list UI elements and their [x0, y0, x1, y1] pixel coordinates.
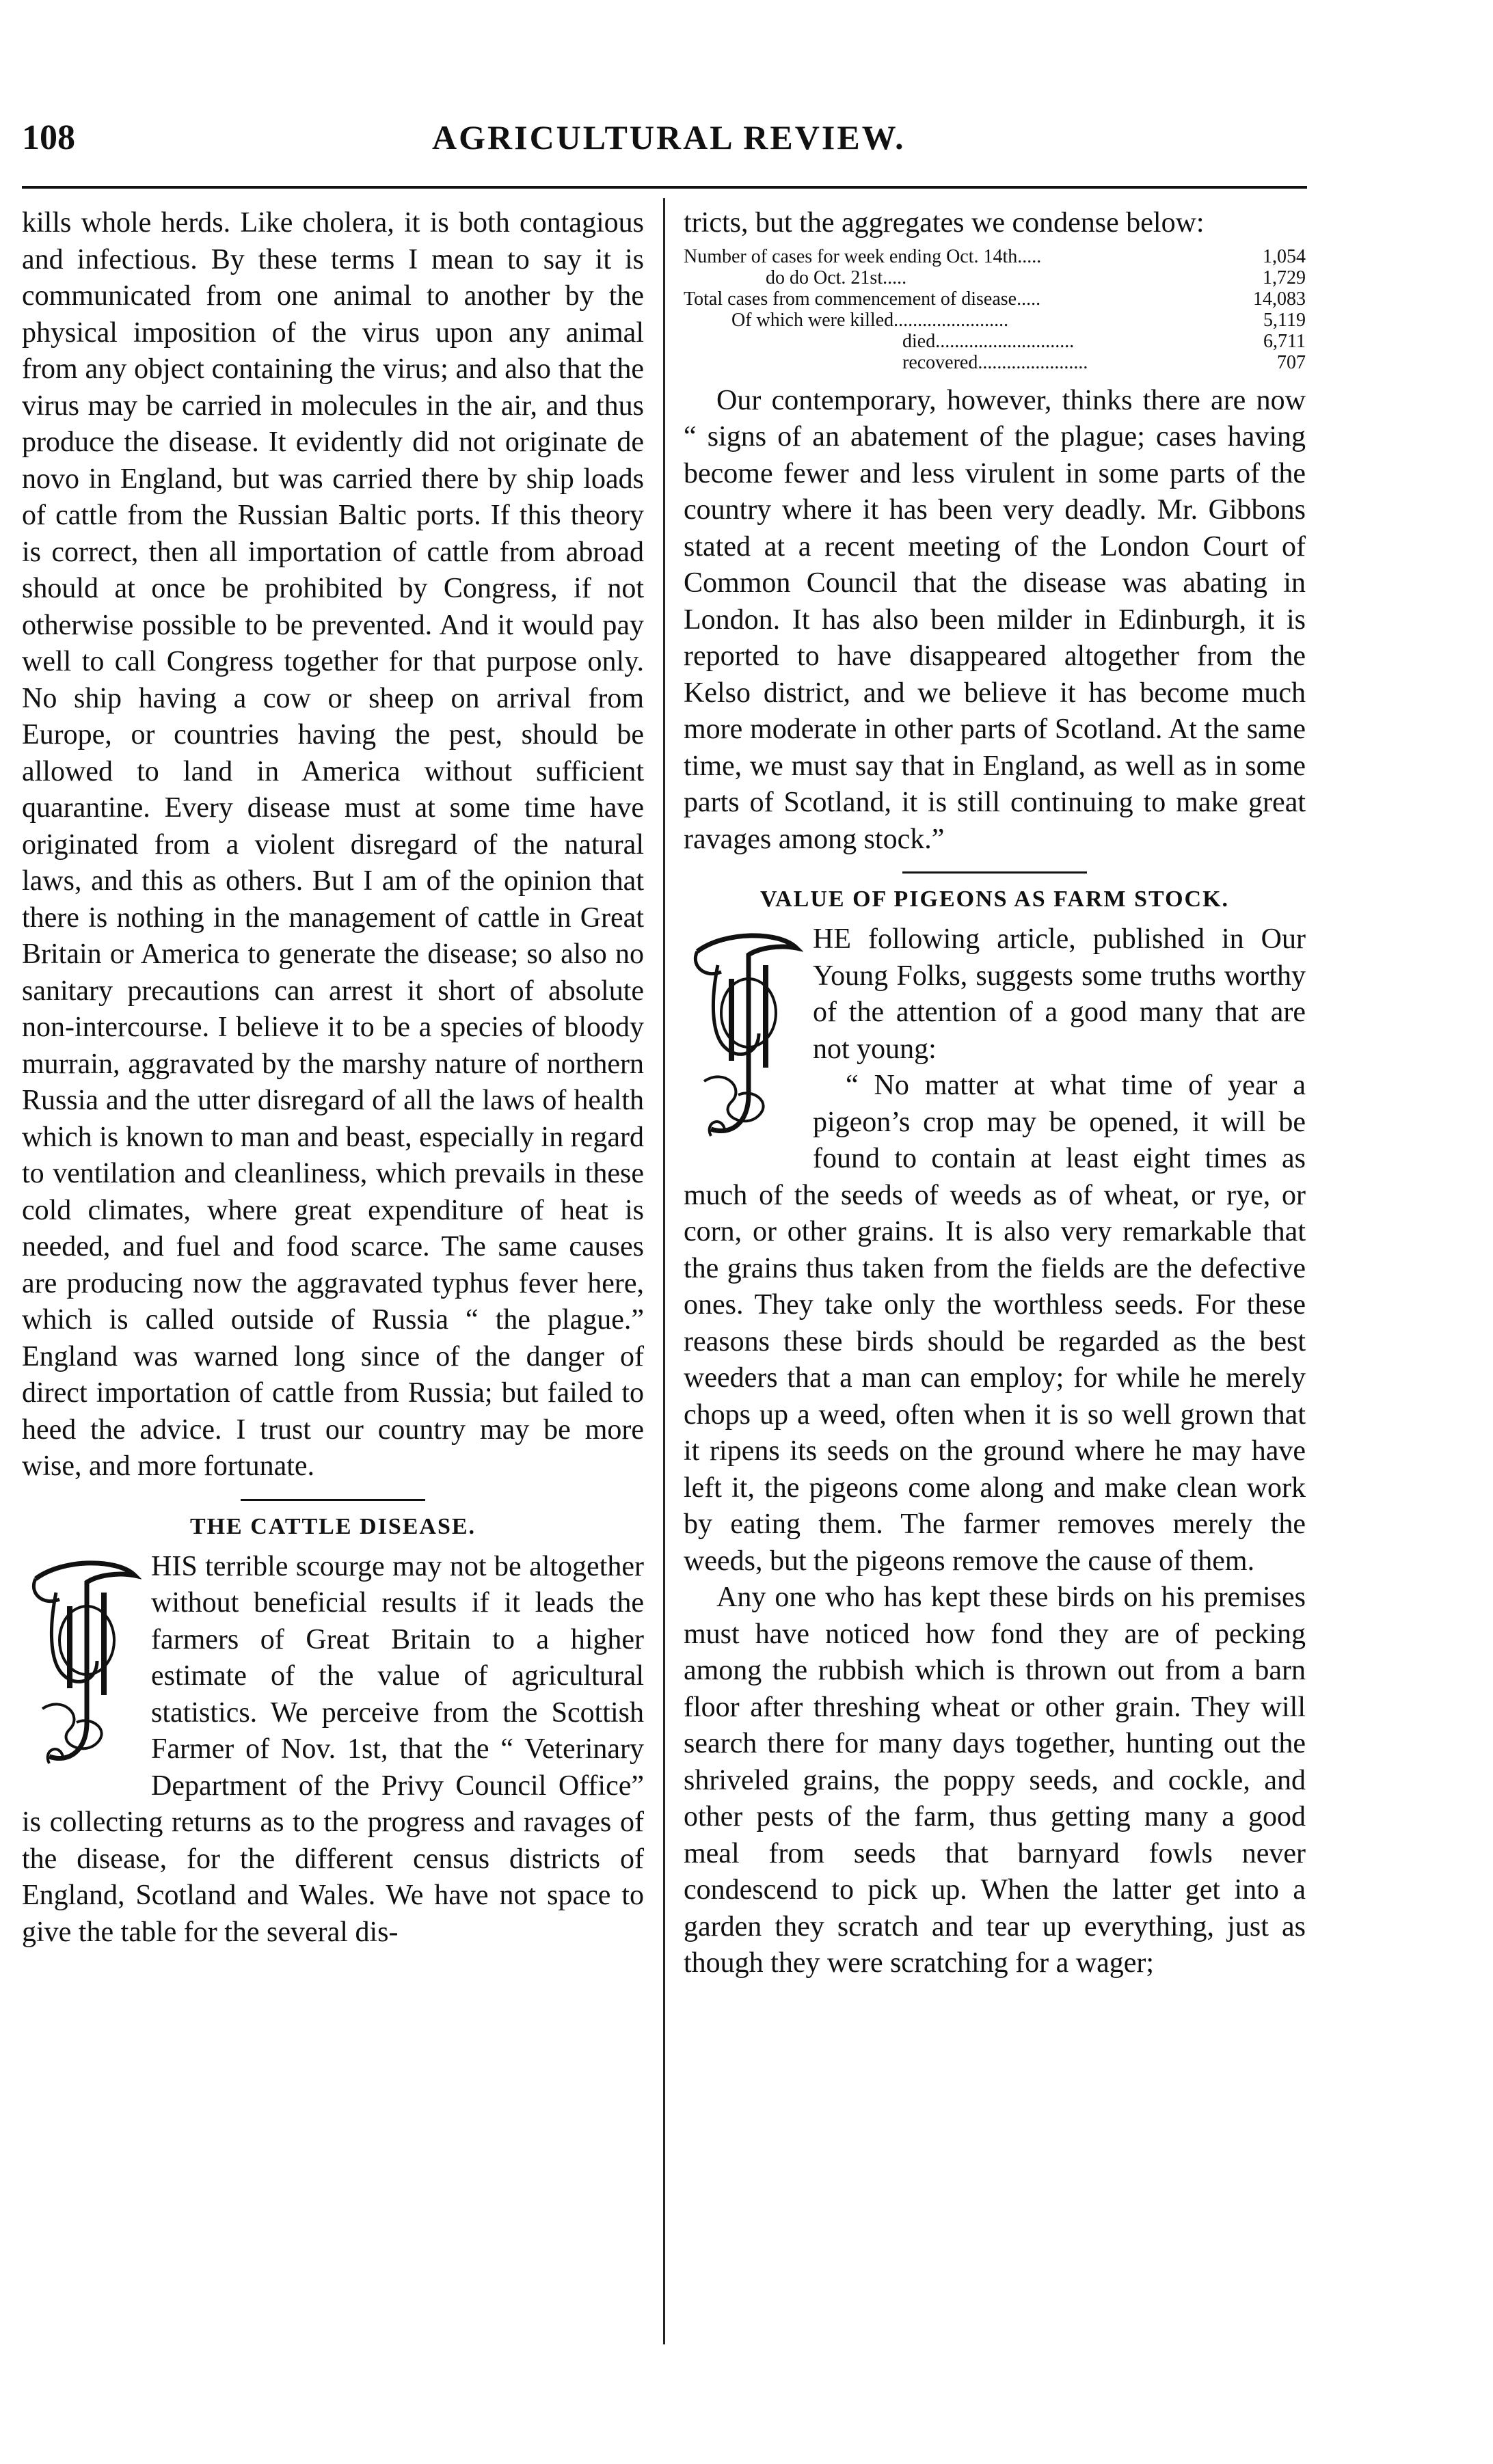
right-column — [684, 205, 1306, 2338]
section-rule — [902, 871, 1087, 874]
contemporary-paragraph: Our contemporary, however, thinks there are now “ signs of an abatement of the plague; cases having become fewer and less virulent in some parts of the country where it has been very deadly. Mr. Gibbons stated at a recent meeting of the London Court of Common Council that the disease was abating in London. It has also been milder in Edinburgh, it is reported to have disappeared altogether from the Kelso district, and we believe it has become much more moderate in other parts of Scotland. At the same time, we must say that in England, as well as in some parts of Scotland, it is still continuing to make great ravages among stock.” — [684, 384, 1306, 855]
page-header — [22, 118, 1307, 165]
section-heading-cattle-disease: THE CATTLE DISEASE. — [189, 1513, 476, 1539]
page-number: 108 — [22, 118, 75, 157]
pigeons-intro-paragraph: HE following article, published in Our Young Folks, suggests some truths worthy of the attention of a good many that are not young: — [813, 923, 1306, 1065]
table-row: Of which were killed........................ 5,119 — [731, 309, 1306, 331]
left-column — [22, 205, 644, 2338]
table-row: Total cases from commencement of disease..... 14,083 — [684, 288, 1306, 310]
ornamental-drop-cap-t-icon — [22, 1552, 142, 1777]
cattle-statistics-table — [684, 246, 1306, 373]
pigeons-anyone-paragraph: Any one who has kept these birds on his premises must have noticed how fond they are of pecking among the rubbish which is thrown out from a barn floor after threshing wheat or other grain. They will search there for many days together, hunting out the shriveled grains, the poppy seeds, and cockle, and other pests of the farm, thus getting many a good meal from seeds that barnyard fowls never condescend to pick up. When the latter get into a garden they scratch and tear up everything, just as though they were scratching for a wager; — [684, 1582, 1306, 1979]
table-row: recovered....................... 707 — [902, 351, 1306, 373]
cattle-disease-paragraph: HIS terrible scourge may not be altogether without beneficial results if it leads the farmers of Great Britain to a higher estimate of the value of agricultural statistics. We perceive from the Scottish Farmer of Nov. 1st, that the “ Veterinary Department of the Privy Council Office” is collecting returns as to the progress and ravages of the disease, for the different census districts of England, Scotland and Wales. We have not space to give the table for the several dis- — [22, 1550, 644, 1948]
continued-paragraph: kills whole herds. Like cholera, it is both contagious and infectious. By these terms I mean to say it is communicated from one animal to another by the physical imposition of the virus upon any animal from any object containing the virus; and also that the virus may be carried in molecules in the air, and thus produce the disease. It evidently did not originate de novo in England, but was carried there by ship loads of cattle from the Russian Baltic ports. If this theory is correct, then all importation of cattle from abroad should at once be prohibited by Congress, if not otherwise possible to be prevented. And it would pay well to call Congress together for that purpose only. No ship having a cow or sheep on arrival from Europe, or countries having the pest, should be allowed to land in America without sufficient quarantine. Every disease must at some time have originated from a violent disregard of the natural laws, and this as others. But I am of the opinion that there is nothing in the management of cattle in Great Britain or America to generate the disease; so also no sanitary precautions can arrest it short of absolute non-intercourse. I believe it to be a species of bloody murrain, aggravated by the marshy nature of northern Russia and the utter disregard of all the laws of health which is known to man and beast, especially in regard to ventilation and cleanliness, which prevails in these cold climates, where great expenditure of heat is needed, and fuel and food scarce. The same causes are producing now the aggravated typhus fever here, which is called outside of Russia “ the plague.” England was warned long since of the danger of direct importation of cattle from Russia; but failed to heed the advice. I trust our country may be more wise, and more fortunate. — [22, 207, 644, 1482]
continued-paragraph-right: tricts, but the aggregates we condense below: — [684, 207, 1205, 239]
header-rule — [22, 186, 1307, 189]
section-heading-pigeons: VALUE OF PIGEONS AS FARM STOCK. — [759, 886, 1230, 912]
ornamental-drop-cap-t-icon — [684, 924, 803, 1150]
table-row: died............................. 6,711 — [902, 330, 1306, 352]
column-divider — [663, 198, 665, 2344]
pigeons-quote-paragraph: “ No matter at what time of year a pigeon’s crop may be opened, it will be found to contain at least eight times as much of the seeds of weeds as of wheat, or rye, or corn, or other grains. It is also very remarkable that the grains thus taken from the fields are the defective ones. They take only the worthless seeds. For these reasons these birds should be regarded as the best weeders that a man can employ; for while he merely chops up a weed, often when it is so well grown that it ripens its seeds on the ground where he may have left it, the pigeons come along and make clean work by eating them. The farmer removes merely the weeds, but the pigeons remove the cause of them. — [684, 1070, 1306, 1577]
table-row: Number of cases for week ending Oct. 14th..... 1,054 — [684, 245, 1306, 267]
table-row: do do Oct. 21st..... 1,729 — [766, 267, 1306, 288]
running-title: AGRICULTURAL REVIEW. — [432, 118, 906, 157]
section-rule — [241, 1499, 425, 1501]
